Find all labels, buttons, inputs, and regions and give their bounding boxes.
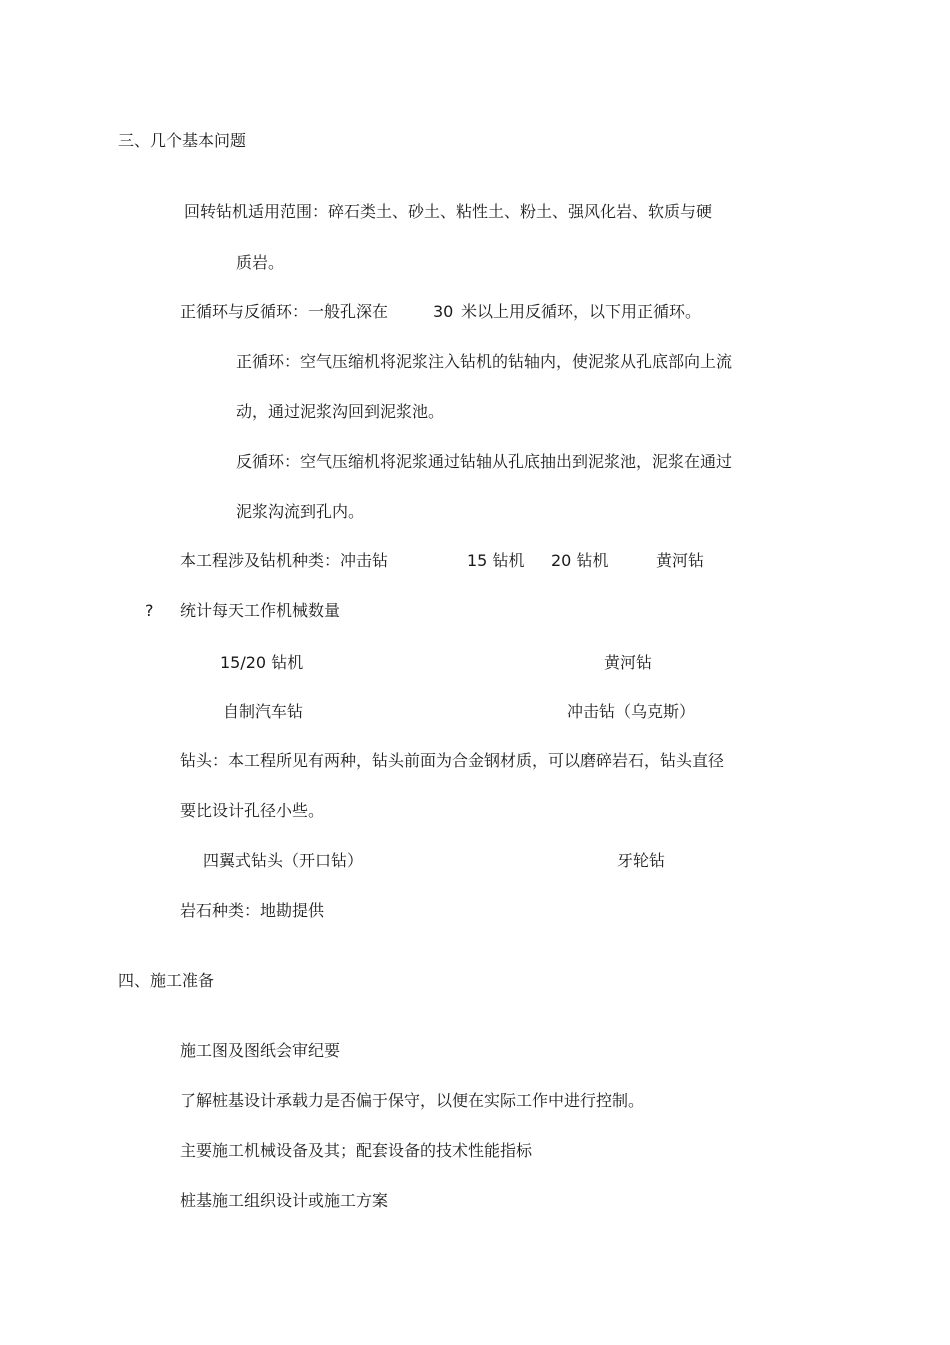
- rotary-scope-line-2: 质岩。: [236, 253, 285, 272]
- circulation-prefix: 正循环与反循环：一般孔深在: [180, 302, 389, 321]
- prep-item-3: 主要施工机械设备及其；配套设备的技术性能指标: [180, 1141, 533, 1160]
- rig-types-huanghe: 黄河钻: [656, 551, 705, 570]
- circulation-suffix: 米以上用反循环，以下用正循环。: [461, 302, 702, 321]
- bullet-mark: ?: [145, 601, 154, 620]
- machine-huanghe-drill: 黄河钻: [604, 653, 653, 672]
- rig-types-label: 本工程涉及钻机种类：冲击钻: [180, 551, 389, 570]
- prep-item-2: 了解桩基设计承载力是否偏于保守，以便在实际工作中进行控制。: [180, 1091, 645, 1110]
- section-4-heading: 四、施工准备: [118, 971, 215, 990]
- rock-types: 岩石种类：地勘提供: [180, 901, 325, 920]
- bit-roller-cone: 牙轮钻: [617, 851, 666, 870]
- circulation-depth: 30: [433, 302, 454, 321]
- rotary-scope-line-1: 回转钻机适用范围：碎石类土、砂土、粘性土、粉土、强风化岩、软质与硬: [184, 202, 713, 221]
- rig-types-15: 15 钻机: [467, 551, 525, 570]
- forward-circulation-line-2: 动，通过泥浆沟回到泥浆池。: [236, 402, 445, 421]
- prep-item-1: 施工图及图纸会审纪要: [180, 1041, 341, 1060]
- forward-circulation-line-1: 正循环：空气压缩机将泥浆注入钻机的钻轴内，使泥浆从孔底部向上流: [236, 352, 733, 371]
- bullet-text: 统计每天工作机械数量: [180, 601, 341, 620]
- drill-bit-line-2: 要比设计孔径小些。: [180, 801, 325, 820]
- drill-bit-line-1: 钻头：本工程所见有两种，钻头前面为合金钢材质，可以磨碎岩石，钻头直径: [180, 751, 725, 770]
- bit-four-wing: 四翼式钻头（开口钻）: [203, 851, 364, 870]
- reverse-circulation-line-1: 反循环：空气压缩机将泥浆通过钻轴从孔底抽出到泥浆池，泥浆在通过: [236, 452, 733, 471]
- rig-types-20: 20 钻机: [551, 551, 609, 570]
- machine-15-20-rig: 15/20 钻机: [220, 653, 304, 672]
- reverse-circulation-line-2: 泥浆沟流到孔内。: [236, 502, 365, 521]
- machine-percussion-drill: 冲击钻（乌克斯）: [567, 702, 696, 721]
- prep-item-4: 桩基施工组织设计或施工方案: [180, 1191, 389, 1210]
- machine-truck-drill: 自制汽车钻: [223, 702, 304, 721]
- section-3-heading: 三、几个基本问题: [118, 131, 247, 150]
